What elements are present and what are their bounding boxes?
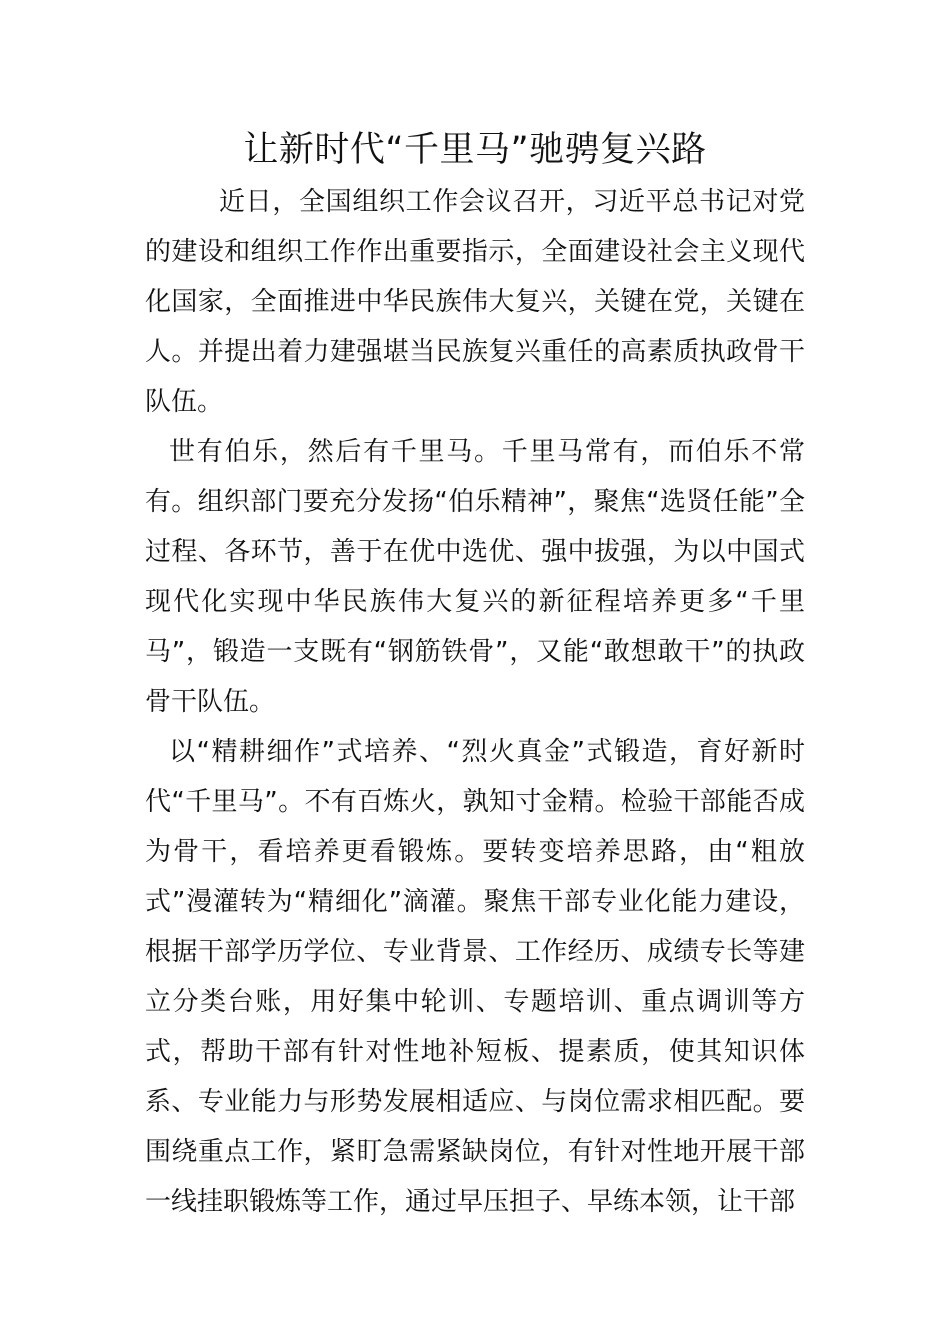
paragraph-3: 以“精耕细作”式培养、“烈火真金”式锻造，育好新时代“千里马”。不有百炼火，孰知寸金精。检验干部能否成为骨干，看培养更看锻炼。要转变培养思路，由“粗放式”漫灌转为“精细化”滴灌。聚焦干部专业化能力建设，根据干部学历学位、专业背景、工作经历、成绩专长等建立分类台账，用好集中轮训、专题培训、重点调训等方式，帮助干部有针对性地补短板、提素质，使其知识体系、专业能力与形势发展相适应、与岗位需求相匹配。要围绕重点工作，紧盯急需紧缺岗位，有针对性地开展干部一线挂职锻炼等工作，通过早压担子、早练本领，让干部 — [145, 737, 805, 1217]
document-title: 让新时代“千里马”驰骋复兴路 — [243, 130, 707, 170]
paragraph-2: 世有伯乐，然后有千里马。千里马常有，而伯乐不常有。组织部门要充分发扬“伯乐精神”，聚焦“选贤任能”全过程、各环节，善于在优中选优、强中拔强，为以中国式现代化实现中华民族伟大复兴的新征程培养更多“千里马”，锻造一支既有“钢筋铁骨”，又能“敢想敢干”的执政骨干队伍。 — [145, 437, 805, 717]
paragraph-1: 近日，全国组织工作会议召开，习近平总书记对党的建设和组织工作作出重要指示，全面建设社会主义现代化国家，全面推进中华民族伟大复兴，关键在党，关键在人。并提出着力建强堪当民族复兴重任的高素质执政骨干队伍。 — [145, 187, 805, 417]
